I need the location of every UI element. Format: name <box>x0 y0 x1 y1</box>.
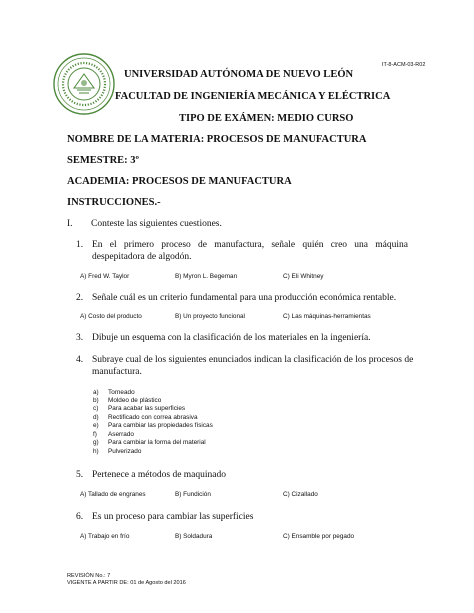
answer-option: B) Fundición <box>175 491 211 498</box>
university-seal-logo <box>52 52 116 116</box>
answer-option: B) Un proyecto funcional <box>175 313 245 320</box>
answer-option: A) Costo del producto <box>80 313 142 320</box>
question-text: manufactura. <box>92 367 142 377</box>
faculty-title: FACULTAD DE INGENIERÍA MECÁNICA Y ELÉCTRICA <box>115 91 391 102</box>
subitem-letter: e) <box>93 422 99 429</box>
subitem-text: Moldeo de plástico <box>108 397 162 404</box>
question-number: 6. <box>76 512 84 522</box>
subitem-letter: b) <box>93 397 99 404</box>
subitem-text: Aserrado <box>108 431 134 438</box>
question-number: 5. <box>76 470 84 480</box>
answer-option: C) Cizallado <box>283 491 318 498</box>
academy: ACADEMIA: PROCESOS DE MANUFACTURA <box>67 176 292 187</box>
subitem-text: Torneado <box>108 389 135 396</box>
semester: SEMESTRE: 3º <box>67 155 140 166</box>
answer-option: A) Tallado de engranes <box>80 491 146 498</box>
valid-from-date: VIGENTE A PARTIR DE: 01 de Agosto del 2016 <box>67 580 186 586</box>
subitem-letter: g) <box>93 439 99 446</box>
document-code: IT-8-ACM-03-R02 <box>382 62 426 68</box>
university-title: UNIVERSIDAD AUTÓNOMA DE NUEVO LEÓN <box>124 69 354 80</box>
answer-option: A) Fred W. Taylor <box>80 273 130 280</box>
subject-name: NOMBRE DE LA MATERIA: PROCESOS DE MANUFACTURA <box>67 134 367 145</box>
answer-option: B) Soldadura <box>175 533 213 540</box>
answer-option: B) Myron L. Begeman <box>175 273 238 280</box>
question-number: 4. <box>76 355 84 365</box>
answer-option: C) Eli Whitney <box>283 273 324 280</box>
question-number: 3. <box>76 333 84 343</box>
question-text: Pertenece a métodos de maquinado <box>92 470 227 480</box>
question-text: Dibuje un esquema con la clasificación de los materiales en la ingeniería. <box>92 333 371 343</box>
subitem-text: Pulverizado <box>108 448 142 455</box>
subitem-letter: a) <box>93 389 99 396</box>
subitem-text: Para cambiar la forma del material <box>108 439 206 446</box>
subitem-letter: f) <box>93 431 97 438</box>
question-number: 2. <box>76 293 84 303</box>
question-text: Subraye cual de los siguientes enunciados indican la clasificación de los procesos de <box>92 355 414 365</box>
answer-option: A) Trabajo en frío <box>80 533 130 540</box>
revision-number: REVISIÓN No.: 7 <box>67 573 111 579</box>
subitem-text: Para cambiar las propiedades físicas <box>108 422 213 429</box>
subitem-text: Para acabar las superficies <box>108 405 186 412</box>
instructions-heading: INSTRUCCIONES.- <box>67 197 161 208</box>
subitem-letter: h) <box>93 448 99 455</box>
subitem-letter: d) <box>93 414 99 421</box>
answer-option: C) Las máquinas-herramientas <box>283 313 371 320</box>
question-text: Señale cuál es un criterio fundamental para una producción económica rentable. <box>92 293 397 303</box>
question-text: En el primero proceso de manufactura, señale quién creo una máquina <box>92 240 408 250</box>
answer-option: C) Ensamble por pegado <box>283 533 355 540</box>
exam-type: TIPO DE EXÁMEN: MEDIO CURSO <box>179 113 354 124</box>
question-text: Es un proceso para cambiar las superficies <box>92 512 254 522</box>
subitem-letter: c) <box>93 405 99 412</box>
question-text: despepitadora de algodón. <box>92 252 192 262</box>
section-text: Conteste las siguientes cuestiones. <box>91 219 222 229</box>
question-number: 1. <box>76 240 84 250</box>
subitem-text: Rectificado con correa abrasiva <box>108 414 198 421</box>
section-number: I. <box>67 219 73 229</box>
